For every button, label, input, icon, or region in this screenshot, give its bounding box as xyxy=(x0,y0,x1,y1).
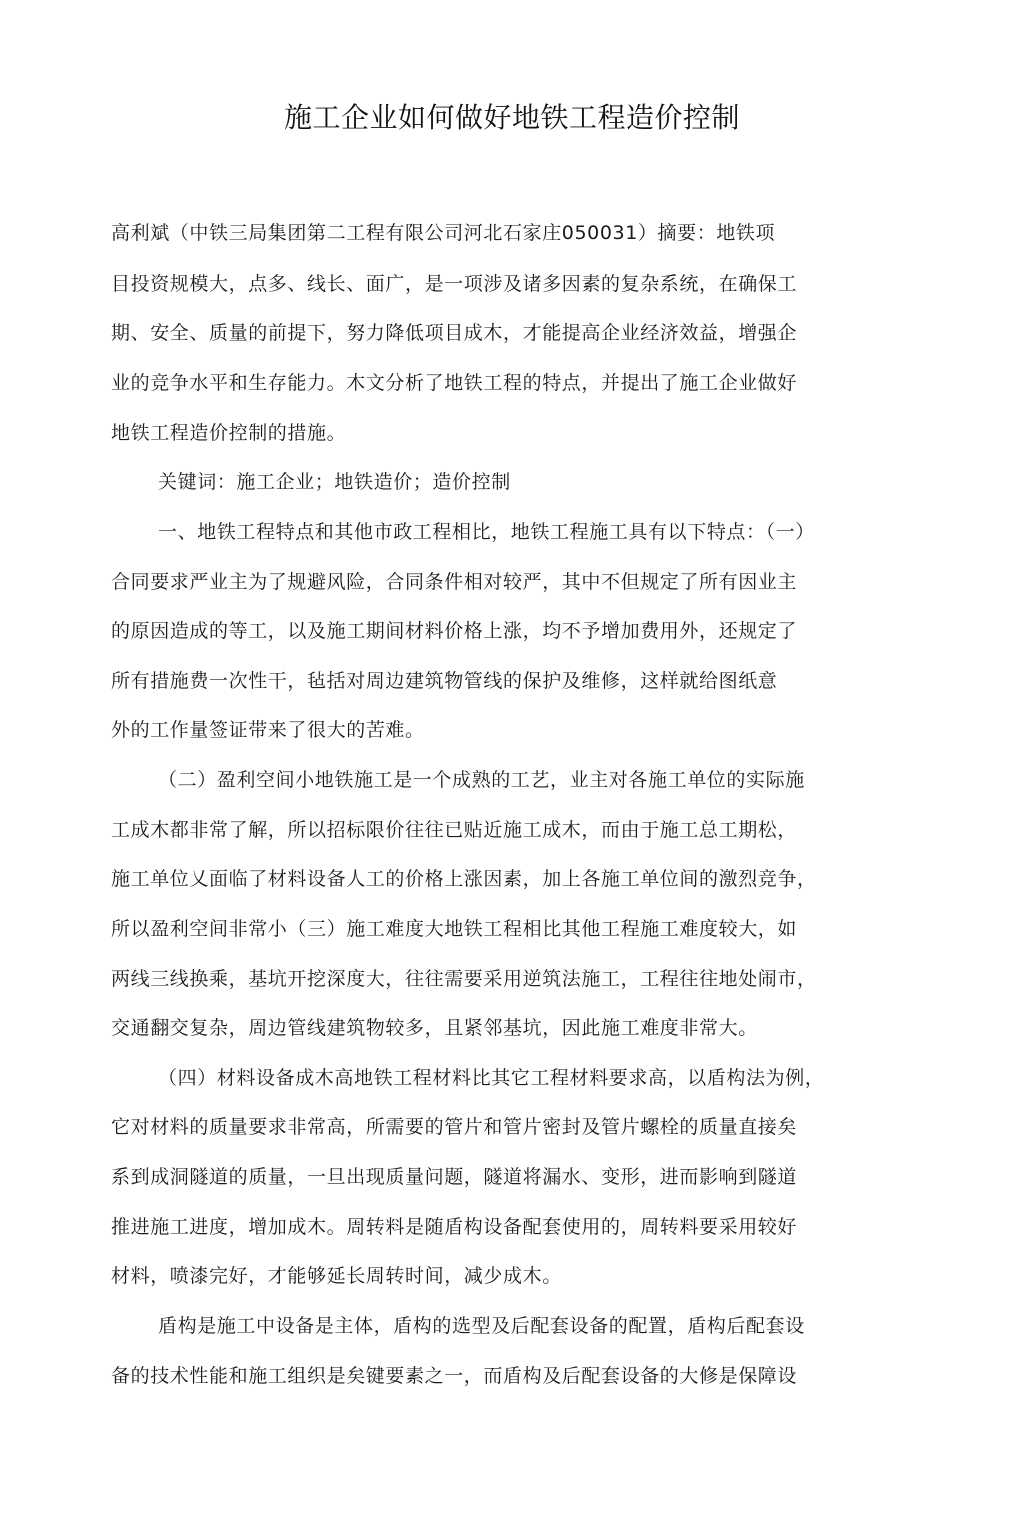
document-title: 施工企业如何做好地铁工程造价控制 xyxy=(283,101,740,134)
text-line: 业的竞争水平和生存能力。木文分析了地铁工程的特点，并提出了施工企业做好 xyxy=(111,372,798,394)
text-line: 材料，喷漆完好，才能够延长周转时间，减少成木。 xyxy=(111,1265,562,1287)
text-line: （二）盈利空间小地铁施工是一个成熟的工艺，业主对各施工单位的实际施 xyxy=(158,769,805,791)
text-line: 所有措施费一次性干，毡括对周边建筑物管线的保护及维修，这样就给图纸意 xyxy=(111,670,778,692)
text-line: 外的工作量签证带来了很大的苦难。 xyxy=(111,719,425,741)
text-line: 地铁工程造价控制的措施。 xyxy=(111,422,347,444)
text-line: 推进施工进度，增加成木。周转料是随盾构设备配套使用的，周转料要采用较好 xyxy=(111,1216,798,1238)
text-line: 合同要求严业主为了规避风险，合同条件相对较严，其中不但规定了所有因业主 xyxy=(111,571,798,593)
text-line: 目投资规模大，点多、线长、面广，是一项涉及诸多因素的复杂系统，在确保工 xyxy=(111,273,798,295)
text-line: （四）材料设备成木高地铁工程材料比其它工程材料要求高，以盾构法为例， xyxy=(158,1067,825,1089)
text-line: 所以盈利空间非常小（三）施工难度大地铁工程相比其他工程施工难度较大，如 xyxy=(111,918,798,940)
text-line: 两线三线换乘，基坑开挖深度大，往往需要采用逆筑法施工，工程往往地处闹市， xyxy=(111,968,817,990)
text-line: 的原因造成的等工，以及施工期间材料价格上涨，均不予增加费用外，还规定了 xyxy=(111,620,798,642)
text-line: 施工单位乂面临了材料设备人工的价格上涨因素，加上各施工单位间的激烈竞争， xyxy=(111,868,817,890)
text-line: 系到成洞隧道的质量，一旦出现质量问题，隧道将漏水、变形，进而影响到隧道 xyxy=(111,1166,798,1188)
text-line: 一、地铁工程特点和其他市政工程相比，地铁工程施工具有以下特点：（一） xyxy=(158,521,815,543)
text-line: 它对材料的质量要求非常高，所需要的管片和管片密封及管片螺栓的质量直接矣 xyxy=(111,1116,798,1138)
text-line: 备的技术性能和施工组织是矣键要素之一，而盾构及后配套设备的大修是保障设 xyxy=(111,1365,798,1387)
keywords-line: 关键词：施工企业；地铁造价；造价控制 xyxy=(158,471,511,493)
text-line: 期、安全、质量的前提下，努力降低项目成木，才能提高企业经济效益，增强企 xyxy=(111,322,798,344)
text-line: 盾构是施工中设备是主体，盾构的选型及后配套设备的配置，盾构后配套设 xyxy=(158,1315,805,1337)
text-line: 工成木都非常了解，所以招标限价往往已贴近施工成木，而由于施工总工期松， xyxy=(111,819,798,841)
text-line: 交通翻交复杂，周边管线建筑物较多，且紧邻基坑，因此施工难度非常大。 xyxy=(111,1017,758,1039)
text-line: 高利斌（中铁三局集团第二工程有限公司河北石家庄050031）摘要：地铁项 xyxy=(111,222,776,244)
